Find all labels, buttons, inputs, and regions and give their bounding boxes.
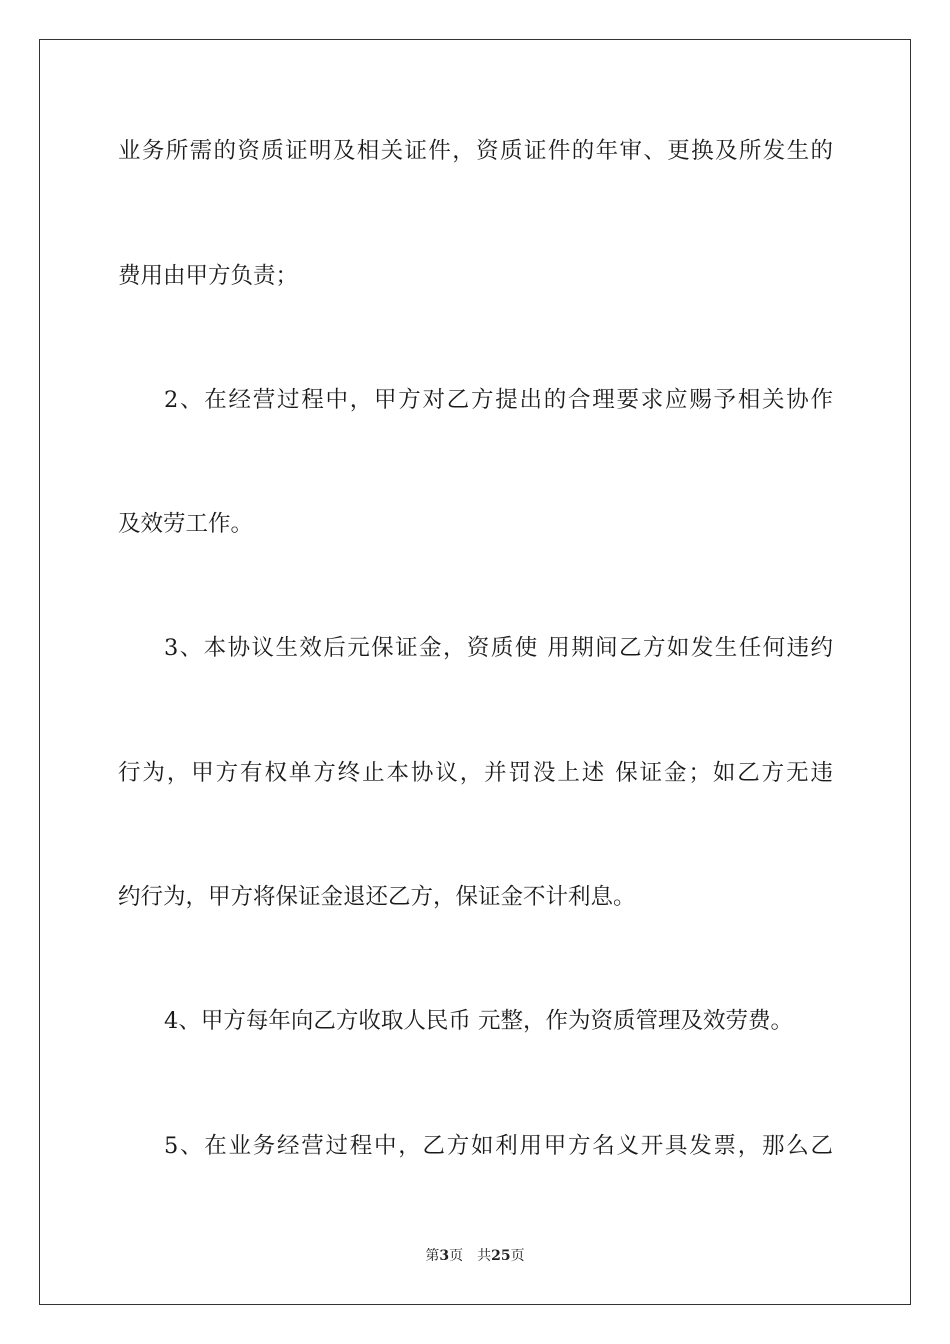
page-frame bbox=[39, 39, 911, 1305]
paragraph-1-line-1: 业务所需的资质证明及相关证件，资质证件的年审、更换及所发生的 bbox=[118, 138, 833, 164]
paragraph-3-line-1: 3、本协议生效后元保证金，资质使 用期间乙方如发生任何违约 bbox=[164, 635, 833, 661]
paragraph-2-line-1: 2、在经营过程中，甲方对乙方提出的合理要求应赐予相关协作 bbox=[164, 387, 833, 413]
page-number: 3 bbox=[439, 1248, 450, 1264]
paragraph-4-line-1: 4、甲方每年向乙方收取人民币 元整，作为资质管理及效劳费。 bbox=[164, 1008, 793, 1034]
paragraph-1-line-2: 费用由甲方负责； bbox=[118, 263, 299, 289]
paragraph-5-line-1: 5、在业务经营过程中，乙方如利用甲方名义开具发票，那么乙 bbox=[164, 1133, 833, 1159]
paragraph-3-line-3: 约行为，甲方将保证金退还乙方，保证金不计利息。 bbox=[118, 884, 636, 910]
page-footer bbox=[0, 1246, 950, 1266]
page-prefix: 第 bbox=[425, 1248, 440, 1264]
total-prefix: 共 bbox=[477, 1248, 492, 1264]
total-pages: 25 bbox=[491, 1248, 511, 1264]
paragraph-3-line-2: 行为，甲方有权单方终止本协议，并罚没上述 保证金；如乙方无违 bbox=[118, 760, 833, 786]
page-suffix: 页 bbox=[449, 1248, 464, 1264]
paragraph-2-line-2: 及效劳工作。 bbox=[118, 511, 254, 537]
total-suffix: 页 bbox=[510, 1248, 525, 1264]
